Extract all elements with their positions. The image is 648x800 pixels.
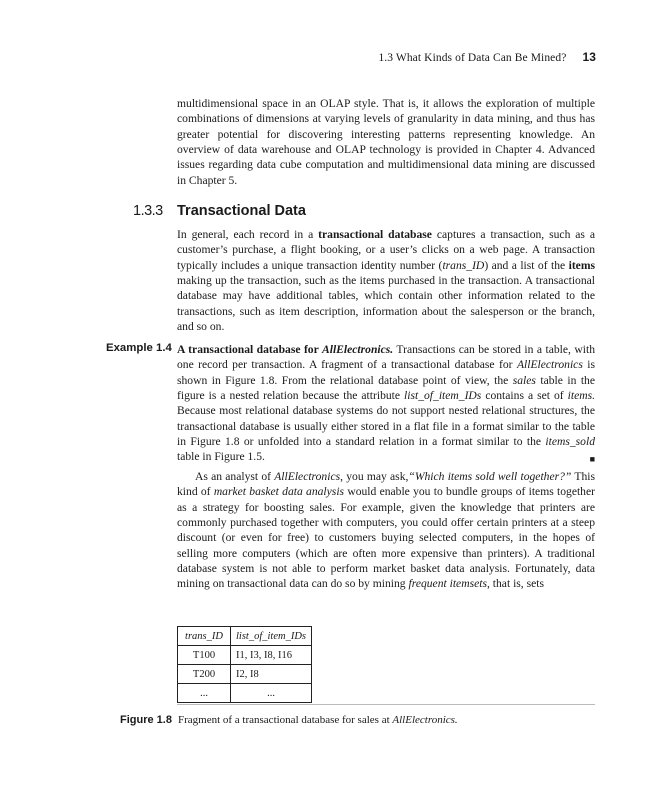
question-quote: “Which items sold well together?” [408, 470, 572, 483]
company-name: AllElectronics [274, 470, 341, 483]
term-frequent-itemsets: frequent itemsets [408, 577, 487, 591]
example-heading-company: AllElectronics. [322, 343, 394, 356]
text-run: table in Figure 1.5. [177, 450, 265, 464]
term-transactional-database: transactional database [318, 228, 432, 241]
text-run: making up the transaction, such as the items purchased in the transaction. A transactional database may have additional tables, which contain other information related to the transactions, such as item description, information about the salesperson or the branch, and so on. [177, 274, 595, 334]
text-run: , that is, sets [486, 577, 544, 591]
page-number: 13 [582, 50, 596, 64]
section-heading [133, 203, 306, 219]
term-items-word: items. [567, 389, 595, 403]
figure-caption [120, 714, 458, 726]
caption-divider [177, 704, 595, 705]
text-run: captures a transaction, such as a customer’s purchase, a flight booking, or a user’s clicks on a web page. A transaction typically includes a unique transaction identity number ( [177, 228, 595, 272]
example-heading: A transactional database for [177, 343, 322, 356]
analyst-block [177, 469, 595, 592]
text-run: Because most relational database systems do not support nested relational structures, the transactional database is usually either stored in a flat file in a format similar to the table in Figure 1.8 or unfolded into a standard relation in a format similar to the [177, 404, 595, 449]
text-run: This kind of [177, 470, 595, 499]
table-cell: T200 [178, 665, 231, 684]
term-list-of-item-ids: list_of_item_IDs [404, 389, 482, 403]
table-row [178, 665, 312, 684]
example-paragraph [177, 342, 595, 465]
section-body [177, 227, 595, 334]
term-items-sold: items_sold [545, 435, 595, 449]
text-run: Transactions can be stored in a table, with one record per transaction. A fragment of a transactional database for [177, 343, 595, 372]
intro-block [177, 96, 595, 188]
text-run: is shown in Figure 1.8. From the relational database point of view, the [177, 358, 595, 387]
term-market-basket-analysis: market basket data analysis [213, 485, 345, 499]
example-body [177, 342, 595, 468]
term-sales: sales [512, 373, 536, 387]
intro-paragraph: multidimensional space in an OLAP style. That is, it allows the exploration of multiple combinations of dimensions at varying levels of granularity in data mining, and thus has greater potential for discovering interesting patterns representing knowledge. An overview of data warehouse and OLAP technology is provided in Chapter 4. Advanced issues regarding data cube computation and multidimensional data mining are discussed in Chapter 5. [177, 97, 595, 187]
table-cell: I2, I8 [231, 665, 312, 684]
column-header: trans_ID [178, 627, 231, 646]
section-title: Transactional Data [177, 203, 306, 219]
caption-text: Fragment of a transactional database for sales at [177, 714, 393, 726]
table-row [178, 646, 312, 665]
analyst-paragraph [177, 469, 595, 592]
text-run: ) and a list of the [484, 258, 569, 272]
table-header-row [178, 627, 312, 646]
transaction-table [177, 626, 312, 703]
column-header: list_of_item_IDs [231, 627, 312, 646]
company-name: AllElectronics [516, 358, 583, 372]
text-run: As an analyst of [195, 470, 275, 483]
term-items: items [568, 258, 595, 272]
table-cell: I1, I3, I8, I16 [231, 646, 312, 665]
table-cell: ... [231, 684, 312, 703]
text-run: , you may ask, [340, 470, 409, 483]
text-run: contains a set of [481, 389, 568, 403]
caption-company: AllElectronics. [392, 714, 458, 726]
section-number: 1.3.3 [133, 203, 163, 219]
table-row [178, 684, 312, 703]
end-of-example-mark: ■ [589, 454, 595, 465]
table-cell: ... [178, 684, 231, 703]
example-label: Example 1.4 [106, 342, 172, 354]
term-trans-id: trans_ID [442, 258, 485, 272]
running-head [378, 50, 596, 64]
text-run: In general, each record in a [177, 228, 319, 241]
table-cell: T100 [178, 646, 231, 665]
text-run: would enable you to bundle groups of items together as a strategy for boosting sales. For example, given the knowledge that printers are commonly purchased together with computers, you could offer certain printers at a steep discount (or even for free) to customers buying selected computers, in the hopes of selling more computers (which are often more expensive than printers). A traditional database system is not able to perform market basket data analysis. Fortunately, data mining on transactional data can do so by mining [177, 485, 595, 591]
text-run: table in the figure is a nested relation because the attribute [177, 373, 595, 403]
running-head-title: 1.3 What Kinds of Data Can Be Mined? [378, 52, 567, 64]
figure-label: Figure 1.8 [120, 714, 172, 726]
section-paragraph [177, 227, 595, 334]
